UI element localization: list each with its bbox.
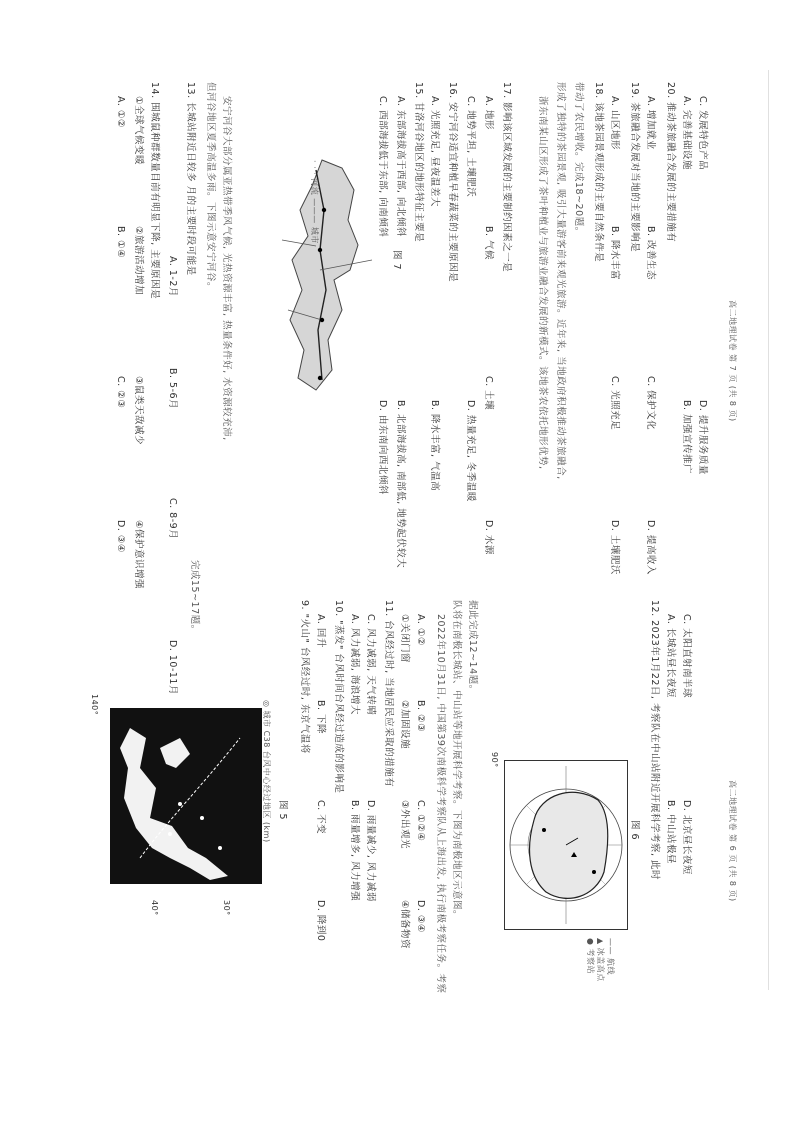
q18-option-a: A. 山区地形 xyxy=(609,96,620,150)
q13-option-d: D. 10-11月 xyxy=(167,640,178,695)
q16-option-a: A. 光照充足, 昼夜温差大 xyxy=(429,96,440,207)
q19-option-b: B. 改善生态 xyxy=(645,226,656,281)
figure-6-caption: 图 6 xyxy=(629,820,640,841)
figure-5-svg xyxy=(110,708,262,884)
q16-option-b: B. 降水丰富, 气温高 xyxy=(429,400,440,492)
q13-stem: 13. 长城站附近日较多 月的主要时段可能是 xyxy=(185,82,196,276)
q14-item-4: ④保护意识增强 xyxy=(133,520,144,590)
passage6-line3: 据此完成12~14题。 xyxy=(467,600,478,695)
passage8-line2: 形成了独特的茶园景观, 吸引大量游客前来观光旅游。近年来, 当地政府积极推动茶旅融合, xyxy=(555,82,566,480)
q15-option-d: D. 由东南向西北倾斜 xyxy=(377,400,388,495)
figure-5-lat-1: 40° xyxy=(150,900,159,916)
q9-option-b: B. 下降 xyxy=(315,700,326,735)
passage7-line3: 完成15~17题。 xyxy=(189,560,200,635)
figure-5-lon: 140° xyxy=(90,694,99,716)
q20-option-b: B. 加强宣传推广 xyxy=(681,400,692,475)
q11-item-4: ④储备物资 xyxy=(399,900,410,950)
q11-item-2: ②加固设施 xyxy=(399,700,410,750)
q16-stem: 16. 安宁河谷适宜种植早春蔬菜的主要原因是 xyxy=(447,82,458,283)
q13-option-a: A. 1-2月 xyxy=(167,256,178,297)
figure-6-legend-2: ▲ 冰盖高点 xyxy=(596,938,605,982)
q14-item-1: ①全球气候变暖 xyxy=(133,96,144,166)
figure-6-map xyxy=(504,760,628,930)
figure-7-svg xyxy=(262,150,392,400)
q11-item-1: ①关闭门窗 xyxy=(399,614,410,664)
q17-option-d: D. 水源 xyxy=(483,520,494,555)
q10-stem: 10. "蒸发" 台风时间台风经过造成的影响是 xyxy=(333,600,344,794)
q13-option-c: C. 8-9月 xyxy=(167,498,178,540)
figure-6-legend-3: —— 航线 xyxy=(606,938,615,976)
q14-item-2: ②旅游活动增加 xyxy=(133,226,144,296)
passage6-line1: 2022年10月31日, 中国第39次南极科学考察队从上海出发, 执行南极考察任务。考察 xyxy=(435,614,446,994)
q11-option-d: D. ③④ xyxy=(415,900,426,933)
q20-option-a: A. 完善基础设施 xyxy=(681,96,692,170)
q9-option-a: A. 回升 xyxy=(315,614,326,648)
q11-item-3: ③外出观光 xyxy=(399,800,410,850)
q20-stem: 20. 推动茶旅融合发展的主要措施有 xyxy=(665,82,676,243)
figure-5-map xyxy=(110,708,262,884)
q11-option-c: C. ①②④ xyxy=(415,800,426,842)
passage7-line2: 但河谷地区夏季高温多雨。下图示意安宁河谷。 xyxy=(205,82,216,293)
passage6-line2: 队将在南极长城站、中山站等地开展科学考察。下图为南极地区示意图。 xyxy=(451,600,462,921)
q15-stem: 15. 甘洛河谷地区的地形特征主要是 xyxy=(413,82,424,243)
q18-option-c: C. 光照充足 xyxy=(609,376,620,431)
q11-option-a: A. ①② xyxy=(415,614,426,646)
q12-option-c: C. 太阳直射南半球 xyxy=(681,614,692,699)
q17-option-b: B. 气候 xyxy=(483,226,494,261)
q20-option-c: C. 发展特色产品 xyxy=(697,96,708,171)
q20-option-d: D. 提升服务质量 xyxy=(697,400,708,475)
q18-option-d: D. 土壤肥沃 xyxy=(609,520,620,575)
footer-left: 高二地理试卷 第 6 页 (共 8 页) xyxy=(728,780,737,902)
q11-option-b: B. ②③ xyxy=(415,700,426,733)
q14-option-b: B. ①④ xyxy=(115,226,126,259)
q16-option-c: C. 地势平坦, 土壤肥沃 xyxy=(465,96,476,198)
q13-option-b: B. 5-6月 xyxy=(167,368,178,410)
figure-7-map xyxy=(262,150,392,400)
q12-stem: 12. 2023年1月22日, 考察队在中山站附近开展科学考察, 此时 xyxy=(649,600,660,881)
passage8-line3: 带动了农民增收。完成18~20题。 xyxy=(573,82,584,237)
q12-option-d: D. 北京昼长夜短 xyxy=(681,800,692,875)
figure-7-caption: 图 7 xyxy=(391,250,402,271)
q14-item-3: ③鼠类天敌减少 xyxy=(133,376,144,446)
q10-option-b: B. 雨量增多, 风力增强 xyxy=(349,800,360,902)
figure-5-lat-2: 30° xyxy=(222,900,231,916)
q14-stem: 14. 围城鼠种群数量目前有明显下降, 主要原因是 xyxy=(149,82,160,300)
q19-option-a: A. 增加就业 xyxy=(645,96,656,150)
q19-option-d: D. 提高收入 xyxy=(645,520,656,575)
q18-stem: 18. 该地茶园景观形成的主要自然条件是 xyxy=(593,82,604,263)
figure-6-svg xyxy=(504,760,628,930)
q14-option-c: C. ②③ xyxy=(115,376,126,409)
q9-option-c: C. 不变 xyxy=(315,800,326,835)
q15-option-c: C. 西部海拔低于东部, 向南倾斜 xyxy=(377,96,388,238)
q9-option-d: D. 降到0 xyxy=(315,900,326,942)
q10-option-d: D. 雨量减少, 风力减弱 xyxy=(365,800,376,902)
figure-6-legend-1: ● 考察站 xyxy=(586,938,595,975)
q12-option-a: A. 长城站昼长夜短 xyxy=(665,614,676,698)
q11-stem: 11. 台风经过时, 当地居民应采取的措施有 xyxy=(383,600,394,788)
q17-option-a: A. 地形 xyxy=(483,96,494,130)
passage7-line1: 安宁河谷大部分属亚热带季风气候, 光热资源丰富, 热量条件好, 水资源较充沛, xyxy=(221,96,232,441)
q14-option-a: A. ①② xyxy=(115,96,126,128)
footer-right: 高二地理试卷 第 7 页 (共 8 页) xyxy=(728,300,737,422)
q14-option-d: D. ③④ xyxy=(115,520,126,553)
q12-option-b: B. 中山站极昼 xyxy=(665,800,676,865)
q9-stem: 9. "火山" 台风经过时, 东京气温将 xyxy=(299,600,310,754)
figure-5-legend: ◎ 城市 C38 台风中心经过地区 (km) xyxy=(262,700,271,843)
page-edge xyxy=(768,70,769,990)
figure-5-caption: 图 5 xyxy=(277,800,288,821)
q16-option-d: D. 热量充足, 冬季温暖 xyxy=(465,400,476,502)
q10-option-c: C. 风力减弱, 天气转晴 xyxy=(365,614,376,716)
figure-6-label-90: 90° xyxy=(490,752,499,768)
q19-option-c: C. 保护文化 xyxy=(645,376,656,431)
q17-stem: 17. 影响该区域发展的主要制约因素之一是 xyxy=(501,82,512,273)
passage8-line1: 浙东南某山区形成了茶叶种植业与旅游业融合发展的新模式。该地茶农依托地形优势, xyxy=(537,96,548,470)
figure-7-legend: · · · 河流 ——— 城市 xyxy=(310,160,319,244)
q18-option-b: B. 降水丰富 xyxy=(609,226,620,281)
q19-stem: 19. 茶旅融合发展对当地的主要影响是 xyxy=(629,82,640,253)
q17-option-c: C. 土壤 xyxy=(483,376,494,411)
q15-option-b: B. 北部海拔高, 南部低, 地势起伏较大 xyxy=(395,400,406,569)
q10-option-a: A. 风力减弱, 海浪增大 xyxy=(349,614,360,715)
q15-option-a: A. 东部海拔高于西部, 向北倾斜 xyxy=(395,96,406,237)
